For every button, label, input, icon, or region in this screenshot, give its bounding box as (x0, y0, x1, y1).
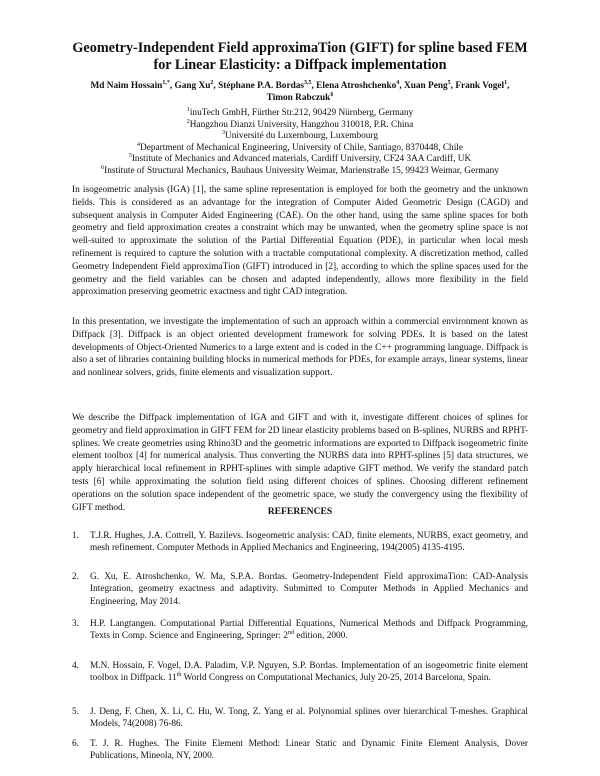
title-line-2: for Linear Elasticity: a Diffpack implementation (153, 57, 447, 73)
affiliation: $^5$Institute of Mechanics and Advanced materials, Cardiff University, CF24 3AA Cardiff, UK (128, 153, 472, 165)
author: Timon Rabczuk$^6$ (266, 92, 334, 103)
affiliation: $^6$Institute of Structural Mechanics, Bauhaus University Weimar, Marienstraße 15, 99423 Weimar, Germany (101, 164, 499, 176)
reference-item: 1. T.J.R. Hughes, J.A. Cottrell, Y. Bazilevs. Isogeometric analysis: CAD, finite elements, NURBS, exact geometry, and mesh refinement. Computer Methods in Applied Mechanics and Engineering, 194(2005) 4135-4195. (72, 531, 528, 554)
abstract-paragraph-1: In isogeometric analysis (IGA) [1], the same spline representation is employed for both the geometry and the unknown fields. This is considered as an advantage for the integration of Computer Aided Geometric Design (CAGD) and subsequent analysis in Computer Aided Engineering (CAE). On the other hand, using the same spline spaces for both geometry and field approximation creates a constraint which may be unwanted, when the geometry spline space is not well-suited to approximate the solution of the Partial Differential Equation (PDE), in particular when local mesh refinement is required to capture the solution with a tractable computational complexity. A discretization method, called Geometry Independent Field approximaTion (GIFT) introduced in [2], according to which the spline spaces used for the geometry and the field variables can be chosen and adapted independently, allows more flexibility in the field approximation preserving geometric exactness and tight CAD integration. (72, 185, 528, 298)
abstract-paragraph-2: In this presentation, we investigate the implementation of such an approach within a commercial environment known as Diffpack [3]. Diffpack is an object oriented development framework for solving PDEs. It is based on the latest developments of Object-Oriented Numerics to a large extent and is coded in the C++ programming language. Diffpack is also a set of libraries containing building blocks in numerical methods for PDEs, for example arrays, linear systems, linear and nonlinear solvers, grids, finite elements and visualization support. (72, 317, 528, 379)
author: Frank Vogel$^1$, (455, 80, 510, 91)
title-line-1: Geometry-Independent Field approximaTion (GIFT) for spline based FEM (72, 40, 528, 56)
author: Stéphane P.A. Bordas$^{3,5}$, (218, 80, 317, 91)
reference-item: 6. T. J. R. Hughes. The Finite Element Method: Linear Static and Dynamic Finite Element Analysis, Dover Publications, Mineola, NY, 2000. (72, 739, 528, 762)
affiliation: $^1$inuTech GmbH, Fürther Str.212, 90429 Nürnberg, Germany (186, 107, 414, 118)
references-heading: REFERENCES (267, 506, 333, 517)
affiliation-list (60, 108, 540, 178)
paper-title (60, 40, 540, 74)
reference-item: 3. H.P. Langtangen. Computational Partial Differential Equations, Numerical Methods and Diffpack Programming, Texts in Comp. Science and Engineering, Springer: 2nd edition, 2000. (72, 619, 528, 642)
reference-item: 2. G. Xu, E. Atroshchenko, W. Ma, S.P.A. Bordas. Geometry-Independent Field approximaTion: CAD-Analysis Integration, geometry exactness and adaptivity. Submitted to Computer Methods in Applied Mechanics and Engineering, May 2014. (72, 572, 528, 607)
reference-item: 5. J. Deng, F. Chen, X. Li, C. Hu, W. Tong, Z. Yang et al. Polynomial splines over hierarchical T-meshes. Graphical Models, 74(2008) 76-86. (72, 707, 528, 730)
author: Xuan Peng$^5$, (404, 80, 456, 91)
abstract-paragraph-3: We describe the Diffpack implementation of IGA and GIFT and with it, investigate different choices of splines for geometry and field approximation in GIFT FEM for 2D linear elasticity problems based on B-splines, NURBS and RPHT-splines. We create geometries using Rhino3D and the geometric informations are exported to Diffpack isogeometric finite element toolbox [4] for numerical analysis. Thus converting the NURBS data into RPHT-splines [5] data structures, we apply hierarchical local refinement in RPHT-splines with simple adaptive GIFT method. We verify the standard patch tests [6] while approximating the solution field using different choices of splines. Choosing different refinement operations on the solution space independent of the geometric space, we study the convergency using the flexibility of GIFT method. (72, 413, 529, 513)
reference-item: 4. M.N. Hossain, F. Vogel, D.A. Paladim, V.P. Nguyen, S.P. Bordas. Implementation of an isogeometric finite element toolbox in Diffpack. 11th World Congress on Computational Mechanics, July 20-25, 2014 Barcelona, Spain. (72, 661, 528, 684)
author: Md Naim Hossain$^{1,*}$, (90, 80, 175, 91)
author: Gang Xu$^2$, (174, 80, 219, 91)
author-list (60, 80, 540, 104)
affiliation: $^2$Hangzhou Dianzi University, Hangzhou 310018, P.R. China (186, 118, 414, 130)
affiliation: $^3$Université du Luxembourg, Luxembourg (221, 130, 379, 142)
author: Elena Atroshchenko$^4$, (316, 80, 404, 91)
affiliation: $^4$Department of Mechanical Engineering, University of Chile, Santiago, 8370448, Chile (137, 141, 463, 153)
